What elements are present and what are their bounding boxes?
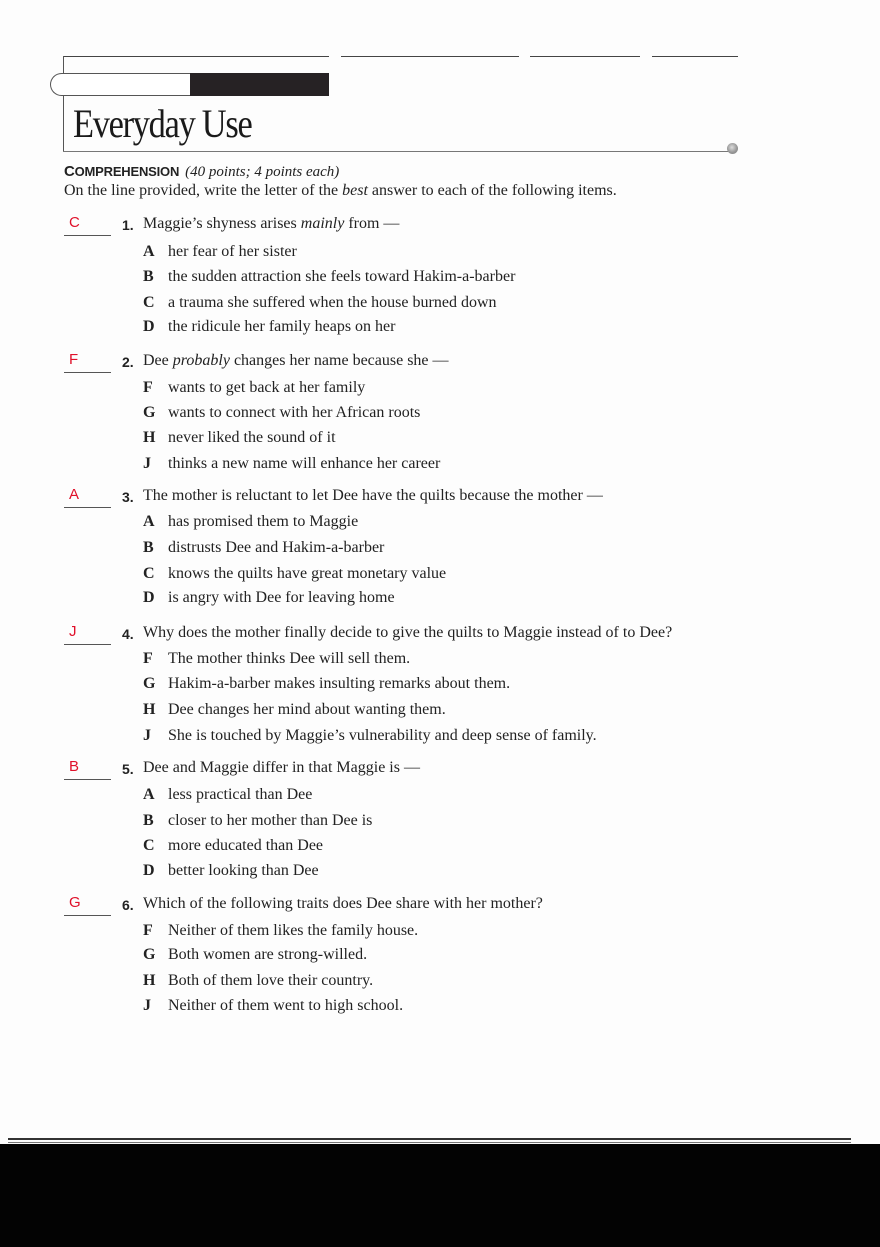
title-tab-pill [50,73,190,96]
footer-rule-thin [8,1142,851,1143]
option: B closer to her mother than Dee is [143,812,373,829]
question-text: Dee and Maggie differ in that Maggie is — [143,759,420,776]
instructions: On the line provided, write the letter of the best answer to each of the following items. [64,182,617,199]
option: D the ridicule her family heaps on her [143,318,396,335]
option: H never liked the sound of it [143,429,336,446]
answer-line[interactable] [64,779,111,780]
question-number: 4. [122,626,134,642]
option: G wants to connect with her African roots [143,404,421,421]
option: J Neither of them went to high school. [143,997,404,1014]
question-number: 3. [122,489,134,505]
option: J thinks a new name will enhance her career [143,455,441,472]
option: F wants to get back at her family [143,379,366,396]
option: F The mother thinks Dee will sell them. [143,650,411,667]
answer-letter: C [69,214,80,231]
footer-rule [8,1138,851,1140]
question-number: 5. [122,761,134,777]
answer-letter: G [69,894,81,911]
header-rule-3 [530,56,640,57]
option: F Neither of them likes the family house. [143,922,419,939]
title-frame-left [63,56,64,152]
question-text: Which of the following traits does Dee share with her mother? [143,895,543,912]
option: C a trauma she suffered when the house burned down [143,294,497,311]
answer-line[interactable] [64,644,111,645]
answer-letter: B [69,758,80,775]
answer-letter: A [69,486,80,503]
answer-line[interactable] [64,915,111,916]
header-rule-2 [341,56,519,57]
question-number: 1. [122,217,134,233]
option: C more educated than Dee [143,837,324,854]
question-text: The mother is reluctant to let Dee have the quilts because the mother — [143,487,603,504]
option: C knows the quilts have great monetary value [143,565,447,582]
points-note: (40 points; 4 points each) [185,164,340,180]
answer-line[interactable] [64,507,111,508]
question-text: Dee probably changes her name because she — [143,352,449,369]
title-frame-bottom [63,151,731,152]
header-rule-1 [63,56,329,57]
answer-letter: F [69,351,79,368]
answer-line[interactable] [64,372,111,373]
question-number: 2. [122,354,134,370]
option: A has promised them to Maggie [143,513,359,530]
answer-letter: J [69,623,77,640]
page-bottom-band [0,1144,880,1247]
option: B the sudden attraction she feels toward Hakim-a-barber [143,268,516,285]
option: D is angry with Dee for leaving home [143,589,395,606]
option: H Both of them love their country. [143,972,374,989]
page-title: Everyday Use [73,101,252,146]
option: A her fear of her sister [143,243,297,260]
option: D better looking than Dee [143,862,319,879]
option: H Dee changes her mind about wanting them. [143,701,446,718]
header-rule-4 [652,56,738,57]
answer-line[interactable] [64,235,111,236]
question-text: Maggie’s shyness arises mainly from — [143,215,400,232]
question-text: Why does the mother finally decide to give the quilts to Maggie instead of to Dee? [143,624,673,641]
option: J She is touched by Maggie’s vulnerability and deep sense of family. [143,727,597,744]
option: A less practical than Dee [143,786,313,803]
question-number: 6. [122,897,134,913]
rule-end-dot-icon [727,143,738,154]
section-label: COMPREHENSION [64,163,180,180]
option: G Hakim-a-barber makes insulting remarks about them. [143,675,511,692]
option: B distrusts Dee and Hakim-a-barber [143,539,385,556]
option: G Both women are strong-willed. [143,946,368,963]
title-tab-bar [190,73,329,96]
section-heading [64,163,339,181]
